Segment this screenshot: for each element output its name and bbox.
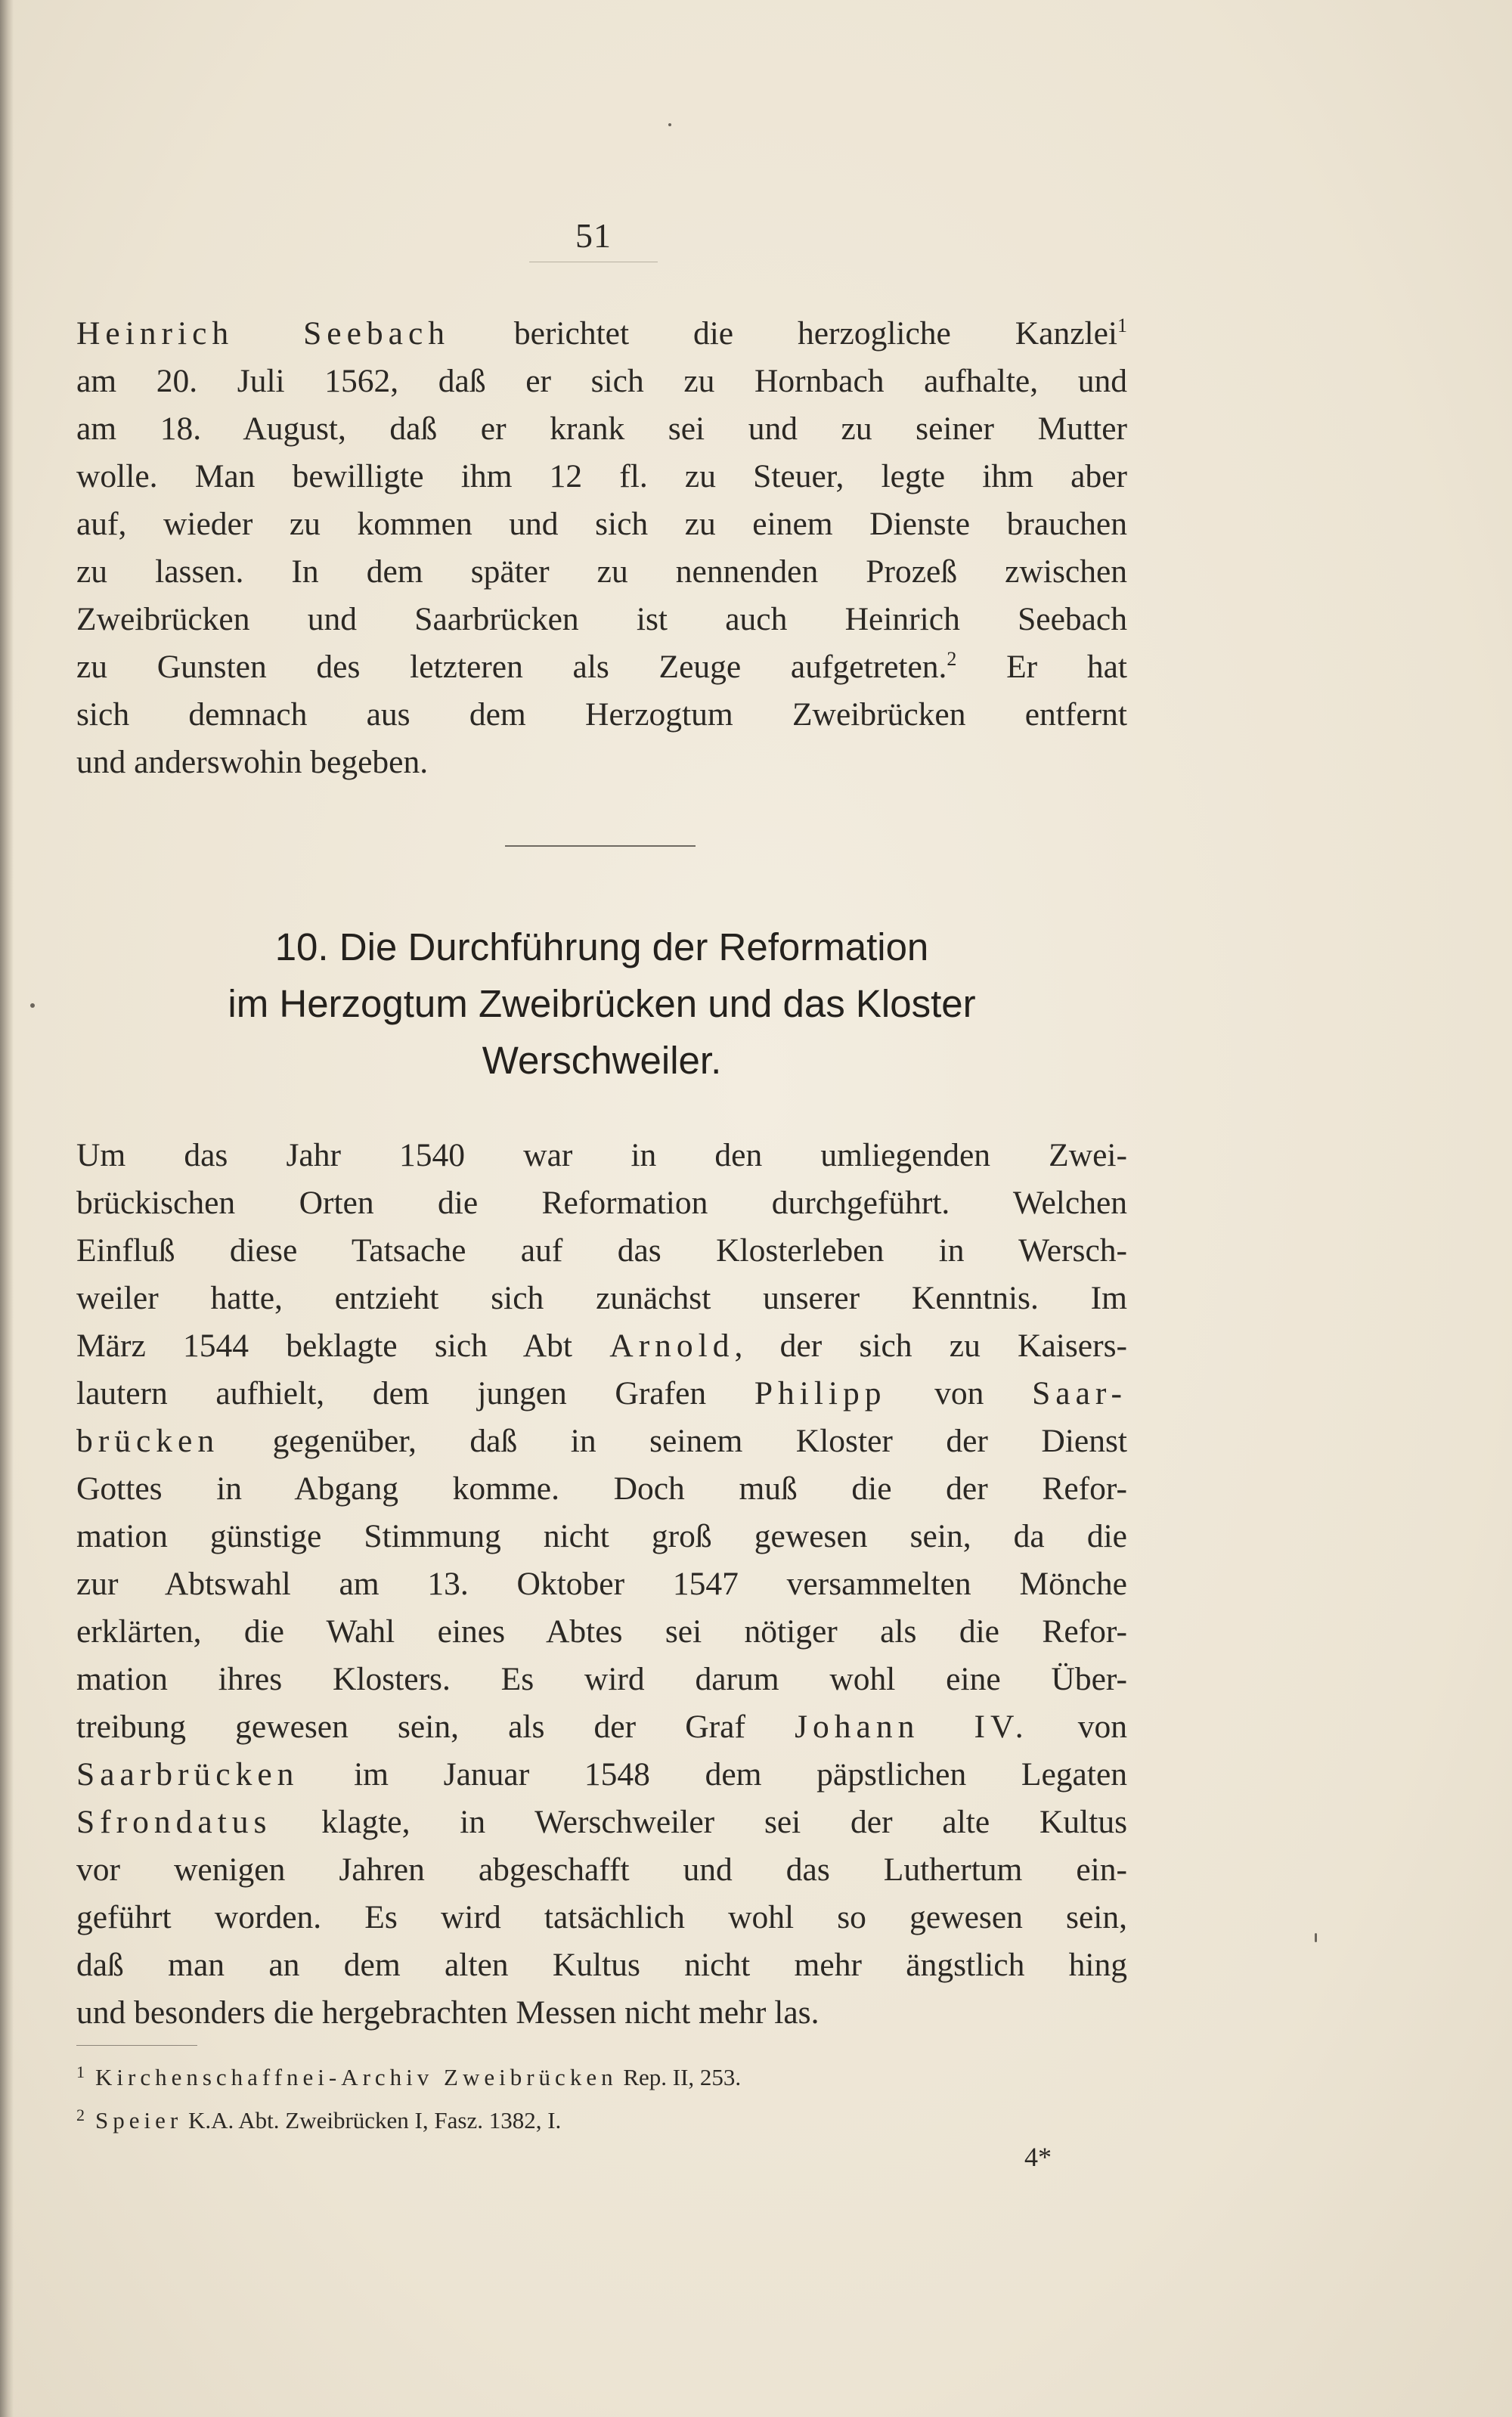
text-line — [76, 310, 1127, 358]
footnote-marker: 2 — [76, 2106, 85, 2124]
text-line — [76, 405, 1127, 453]
text-line — [76, 1465, 1127, 1513]
spaced-name: Sfrondatus — [76, 1804, 272, 1840]
page-number: 51 — [575, 216, 612, 255]
text-line — [76, 1275, 1127, 1322]
spaced-name: Saarbrücken — [76, 1756, 299, 1793]
footnote-rule — [76, 2045, 197, 2046]
paper-speck — [668, 123, 671, 126]
text-line — [76, 1132, 1127, 1179]
text-run: sich demnach aus dem Herzogtum Zweibrücken entfernt — [76, 696, 1127, 733]
text-line — [76, 1703, 1127, 1751]
text-run: zur Abtswahl am 13. Oktober 1547 versammelten Mönche — [76, 1566, 1127, 1602]
text-run: zu lassen. In dem später zu nennenden Prozeß zwischen — [76, 553, 1127, 590]
text-line — [76, 596, 1127, 643]
text-line — [76, 1989, 1127, 2037]
section-heading — [76, 919, 1127, 1089]
text-run: Er hat — [956, 649, 1127, 685]
text-run: Zweibrücken und Saarbrücken ist auch Heinrich Seebach — [76, 601, 1127, 637]
text-line — [76, 739, 1127, 786]
text-run: auf, wieder zu kommen und sich zu einem Dienste brauchen — [76, 506, 1127, 542]
heading-line-2: im Herzogtum Zweibrücken und das Kloster — [228, 982, 976, 1025]
text-run: Um das Jahr 1540 war in den umliegenden Zwei- — [76, 1137, 1127, 1173]
footnotes — [76, 2053, 1135, 2140]
text-run: weiler hatte, entzieht sich zunächst unserer Kenntnis. Im — [76, 1280, 1127, 1316]
footnote-source: Kirchenschaffnei-Archiv Zweibrücken — [95, 2064, 618, 2090]
text-line — [76, 1894, 1127, 1941]
text-run: brückischen Orten die Reformation durchgeführt. Welchen — [76, 1185, 1127, 1221]
text-run: , der sich zu Kaisers- — [734, 1328, 1128, 1364]
text-line — [76, 643, 1127, 691]
spaced-name: Johann IV. — [795, 1709, 1029, 1745]
footnote-2 — [76, 2096, 1135, 2140]
text-run: von — [1028, 1709, 1128, 1745]
footnote-marker: 1 — [76, 2062, 85, 2081]
heading-line-1: 10. Die Durchführung der Reformation — [274, 925, 929, 968]
text-run: am 18. August, daß er krank sei und zu seiner Mutter — [76, 411, 1127, 447]
text-line — [76, 500, 1127, 548]
text-run: daß man an dem alten Kultus nicht mehr ängstlich hing — [76, 1947, 1127, 1983]
text-run: geführt worden. Es wird tatsächlich wohl so gewesen sein, — [76, 1899, 1127, 1935]
text-line — [76, 358, 1127, 405]
spaced-name: Saar- — [1032, 1375, 1127, 1411]
text-line — [76, 548, 1127, 596]
signature-mark: 4* — [1024, 2142, 1052, 2172]
text-run: berichtet die herzogliche Kanzlei — [450, 315, 1118, 352]
text-run: lautern aufhielt, dem jungen Grafen — [76, 1375, 754, 1411]
text-line — [76, 1418, 1127, 1465]
text-run: Gottes in Abgang komme. Doch muß die der Refor- — [76, 1470, 1127, 1507]
text-run: erklärten, die Wahl eines Abtes sei nötiger als die Refor- — [76, 1613, 1127, 1650]
text-run: März 1544 beklagte sich Abt — [76, 1328, 610, 1364]
footnote-reference: K.A. Abt. Zweibrücken I, Fasz. 1382, I. — [182, 2107, 562, 2133]
heading-line-3: Werschweiler. — [482, 1039, 722, 1082]
footnote-1 — [76, 2053, 1135, 2096]
text-line — [76, 1322, 1127, 1370]
text-run: und besonders die hergebrachten Messen nicht mehr las. — [76, 1994, 820, 2031]
spaced-name: Philipp — [754, 1375, 887, 1411]
text-line — [76, 453, 1127, 500]
text-line — [76, 1608, 1127, 1656]
text-run: gegenüber, daß in seinem Kloster der Dienst — [219, 1423, 1127, 1459]
footnote-source: Speier — [95, 2107, 183, 2133]
text-run: wolle. Man bewilligte ihm 12 fl. zu Steuer, legte ihm aber — [76, 458, 1127, 494]
text-run: klagte, in Werschweiler sei der alte Kultus — [271, 1804, 1127, 1840]
text-line — [76, 1656, 1127, 1703]
paragraph-reformation — [76, 1132, 1127, 2037]
footnote-reference-marker: 1 — [1117, 315, 1128, 336]
spaced-name: brücken — [76, 1423, 220, 1459]
text-line — [76, 1751, 1127, 1799]
text-line — [76, 1179, 1127, 1227]
text-run: von — [886, 1375, 1033, 1411]
text-line — [76, 1560, 1127, 1608]
text-line — [76, 1370, 1127, 1418]
text-run: Einfluß diese Tatsache auf das Klosterleben in Wersch- — [76, 1232, 1127, 1269]
text-run: im Januar 1548 dem päpstlichen Legaten — [299, 1756, 1127, 1793]
text-line — [76, 1846, 1127, 1894]
spaced-name: Heinrich Seebach — [76, 315, 450, 352]
text-run: mation ihres Klosters. Es wird darum wohl eine Über- — [76, 1661, 1127, 1697]
footnote-reference: Rep. II, 253. — [617, 2064, 742, 2090]
page-edge-shadow — [0, 0, 14, 2417]
section-divider — [505, 845, 696, 847]
paragraph-seebach — [76, 310, 1127, 786]
spaced-name: Arnold — [609, 1328, 735, 1364]
text-line — [76, 1799, 1127, 1846]
text-run: treibung gewesen sein, als der Graf — [76, 1709, 795, 1745]
paper-speck — [1315, 1933, 1317, 1942]
footnote-reference-marker: 2 — [947, 648, 957, 670]
text-line — [76, 1227, 1127, 1275]
text-run: am 20. Juli 1562, daß er sich zu Hornbach aufhalte, und — [76, 363, 1127, 399]
text-run: zu Gunsten des letzteren als Zeuge aufgetreten. — [76, 649, 947, 685]
paper-speck — [30, 1003, 35, 1008]
text-line — [76, 1513, 1127, 1560]
text-run: vor wenigen Jahren abgeschafft und das Luthertum ein- — [76, 1851, 1127, 1888]
text-run: mation günstige Stimmung nicht groß gewesen sein, da die — [76, 1518, 1127, 1554]
text-line — [76, 691, 1127, 739]
text-line — [76, 1941, 1127, 1989]
text-run: und anderswohin begeben. — [76, 744, 429, 780]
